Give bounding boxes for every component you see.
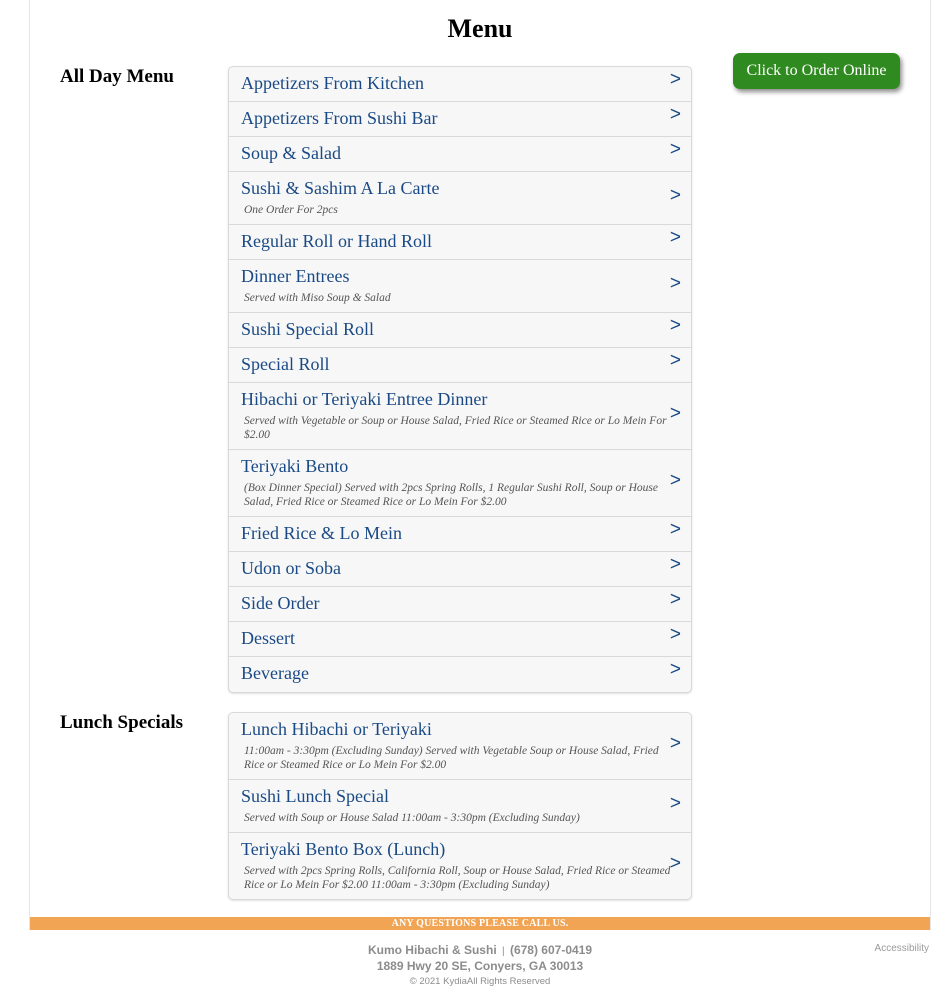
- chevron-right-icon[interactable]: >: [669, 589, 681, 610]
- menu-item-beverage[interactable]: [229, 657, 691, 692]
- menu-item-title: Udon or Soba: [241, 558, 341, 578]
- chevron-right-icon[interactable]: >: [669, 624, 681, 645]
- chevron-right-icon[interactable]: >: [669, 69, 681, 90]
- menu-item-title: Appetizers From Sushi Bar: [241, 108, 438, 128]
- menu-item-lunch-hibachi-or-teriyaki[interactable]: [229, 713, 691, 780]
- footer-phone-link[interactable]: (678) 607-0419: [509, 943, 593, 957]
- footer-address: 1889 Hwy 20 SE, Conyers, GA 30013: [376, 959, 584, 973]
- chevron-right-icon[interactable]: >: [669, 470, 681, 492]
- chevron-right-icon[interactable]: >: [669, 227, 681, 248]
- menu-item-title: Soup & Salad: [241, 143, 342, 163]
- footer-business-name[interactable]: Kumo Hibachi & Sushi: [367, 943, 497, 957]
- page-title: Menu: [447, 14, 513, 43]
- menu-item-title: Regular Roll or Hand Roll: [241, 231, 432, 251]
- all-day-menu-list: [228, 66, 692, 693]
- menu-item-title: Appetizers From Kitchen: [241, 73, 424, 93]
- menu-item-title: Fried Rice & Lo Mein: [241, 523, 402, 543]
- menu-item-title: Dessert: [241, 628, 295, 648]
- footer-separator: |: [502, 946, 505, 957]
- chevron-right-icon[interactable]: >: [669, 185, 681, 207]
- menu-item-title: Lunch Hibachi or Teriyaki: [241, 719, 432, 739]
- accessibility-link[interactable]: Accessibility: [874, 943, 929, 954]
- order-online-button[interactable]: Click to Order Online: [733, 53, 900, 89]
- footer-rights: All Rights Reserved: [466, 976, 551, 987]
- menu-item-description: Served with 2pcs Spring Rolls, California Roll, Soup or House Salad, Fried Rice or Steamed Rice or Lo Mein For $2.00 11:00am - 3:30pm (Excluding Sunday): [244, 865, 671, 891]
- call-us-bar: ANY QUESTIONS PLEASE CALL US.: [30, 917, 930, 930]
- menu-item-description: (Box Dinner Special) Served with 2pcs Spring Rolls, 1 Regular Sushi Roll, Soup or House Salad, Fried Rice or Steamed Rice or Lo Mein For $2.00: [244, 482, 658, 508]
- menu-item-title: Sushi Lunch Special: [241, 786, 389, 806]
- chevron-right-icon[interactable]: >: [669, 403, 681, 425]
- menu-item-description: Served with Vegetable or Soup or House Salad, Fried Rice or Steamed Rice or Lo Mein For $2.00: [244, 415, 667, 441]
- menu-item-sushi-special-roll[interactable]: [229, 313, 691, 348]
- menu-item-title: Side Order: [241, 593, 320, 613]
- menu-item-title: Beverage: [241, 663, 309, 683]
- menu-item-description: One Order For 2pcs: [244, 204, 338, 216]
- menu-item-title: Teriyaki Bento: [241, 456, 349, 476]
- menu-item-title: Special Roll: [241, 354, 330, 374]
- chevron-right-icon[interactable]: >: [669, 315, 681, 336]
- menu-item-teriyaki-bento-box-lunch[interactable]: [229, 833, 691, 899]
- menu-item-appetizers-from-sushi-bar[interactable]: [229, 102, 691, 137]
- section-label-all-day-menu: All Day Menu: [60, 66, 174, 87]
- menu-item-udon-or-soba[interactable]: [229, 552, 691, 587]
- menu-item-description: Served with Miso Soup & Salad: [244, 292, 391, 304]
- chevron-right-icon[interactable]: >: [669, 139, 681, 160]
- menu-item-title: Dinner Entrees: [241, 266, 350, 286]
- menu-item-description: Served with Soup or House Salad 11:00am - 3:30pm (Excluding Sunday): [244, 812, 580, 824]
- menu-item-soup-and-salad[interactable]: [229, 137, 691, 172]
- menu-item-regular-roll-or-hand-roll[interactable]: [229, 225, 691, 260]
- chevron-right-icon[interactable]: >: [669, 273, 681, 295]
- menu-item-dessert[interactable]: [229, 622, 691, 657]
- chevron-right-icon[interactable]: >: [669, 659, 681, 680]
- menu-item-fried-rice-and-lo-mein[interactable]: [229, 517, 691, 552]
- chevron-right-icon[interactable]: >: [669, 793, 681, 815]
- chevron-right-icon[interactable]: >: [669, 853, 681, 875]
- menu-item-title: Sushi & Sashim A La Carte: [241, 178, 440, 198]
- menu-item-special-roll[interactable]: [229, 348, 691, 383]
- menu-item-title: Teriyaki Bento Box (Lunch): [241, 839, 446, 859]
- lunch-specials-list: [228, 712, 692, 900]
- footer-brand-link[interactable]: Kydia: [443, 976, 467, 987]
- chevron-right-icon[interactable]: >: [669, 519, 681, 540]
- menu-item-side-order[interactable]: [229, 587, 691, 622]
- section-label-lunch-specials: Lunch Specials: [60, 712, 184, 733]
- menu-item-hibachi-or-teriyaki-entree-dinner[interactable]: [229, 383, 691, 450]
- menu-item-sushi-lunch-special[interactable]: [229, 780, 691, 833]
- chevron-right-icon[interactable]: >: [669, 104, 681, 125]
- menu-item-description: 11:00am - 3:30pm (Excluding Sunday) Served with Vegetable Soup or House Salad, Fried Rice or Steamed Rice or Lo Mein For $2.00: [244, 745, 659, 771]
- menu-item-appetizers-from-kitchen[interactable]: [229, 67, 691, 102]
- menu-item-teriyaki-bento[interactable]: [229, 450, 691, 517]
- menu-item-dinner-entrees[interactable]: [229, 260, 691, 313]
- chevron-right-icon[interactable]: >: [669, 733, 681, 755]
- chevron-right-icon[interactable]: >: [669, 350, 681, 371]
- menu-item-title: Hibachi or Teriyaki Entree Dinner: [241, 389, 488, 409]
- chevron-right-icon[interactable]: >: [669, 554, 681, 575]
- footer: [0, 943, 945, 991]
- footer-copyright: © 2021: [409, 976, 441, 987]
- menu-item-sushi-and-sashim-a-la-carte[interactable]: [229, 172, 691, 225]
- menu-item-title: Sushi Special Roll: [241, 319, 375, 339]
